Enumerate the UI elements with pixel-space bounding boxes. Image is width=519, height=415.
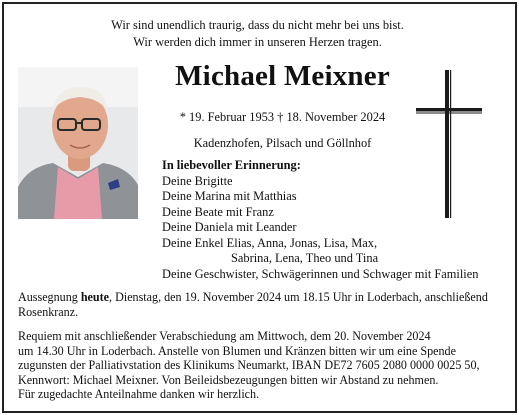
residence-places: Kadenzhofen, Pilsach und Göllnhof [193,136,372,150]
mourner-line: Deine Brigitte [162,173,233,188]
requiem-line: Requiem mit anschließender Verabschiedung am Mittwoch, dem 20. November 2024 [18,329,431,343]
mourners-list [162,158,507,282]
portrait-image [18,67,138,219]
funeral-prefix: Aussegnung [18,290,81,304]
funeral-line: Rosenkranz. [18,305,79,320]
requiem-line: zugunsten der Palliativstation des Klinikums Neumarkt, IBAN DE72 7605 2080 0000 0025 50, [18,358,480,373]
funeral-line [18,290,503,305]
mourner-line: Deine Enkel Elias, Anna, Jonas, Lisa, Max, [162,235,378,250]
intro-line: Wir werden dich immer in unseren Herzen tragen. [133,35,382,49]
requiem-line: um 14.30 Uhr in Loderbach. Anstelle von Blumen und Kränzen bitten wir um eine Spende [18,343,456,358]
mourner-line: Deine Geschwister, Schwägerinnen und Schwager mit Familien [162,266,479,281]
mourners-heading: In liebevoller Erinnerung: [162,158,301,172]
mourner-line: Deine Marina mit Matthias [162,189,297,203]
mourner-line: Deine Beate mit Franz [162,204,274,219]
intro-line: Wir sind unendlich traurig, dass du nicht mehr bei uns bist. [111,18,404,32]
intro-text [0,17,515,51]
mourner-line: Deine Daniela mit Leander [162,220,297,234]
requiem-line: Kennwort: Michael Meixner. Von Beileidsbezeugungen bitten wir Abstand zu nehmen. [18,372,439,387]
life-dates: * 19. Februar 1953 † 18. November 2024 [179,110,386,124]
portrait-photo [18,67,138,219]
mourner-line-continued: Sabrina, Lena, Theo und Tina [231,251,379,265]
funeral-notice [18,290,503,320]
funeral-today: heute [80,290,110,304]
deceased-name: Michael Meixner [175,60,390,92]
requiem-notice [18,329,508,402]
requiem-line: Für zugedachte Anteilnahme danken wir herzlich. [18,387,260,402]
funeral-details: , Dienstag, den 19. November 2024 um 18.15 Uhr in Loderbach, anschließend [109,290,488,304]
